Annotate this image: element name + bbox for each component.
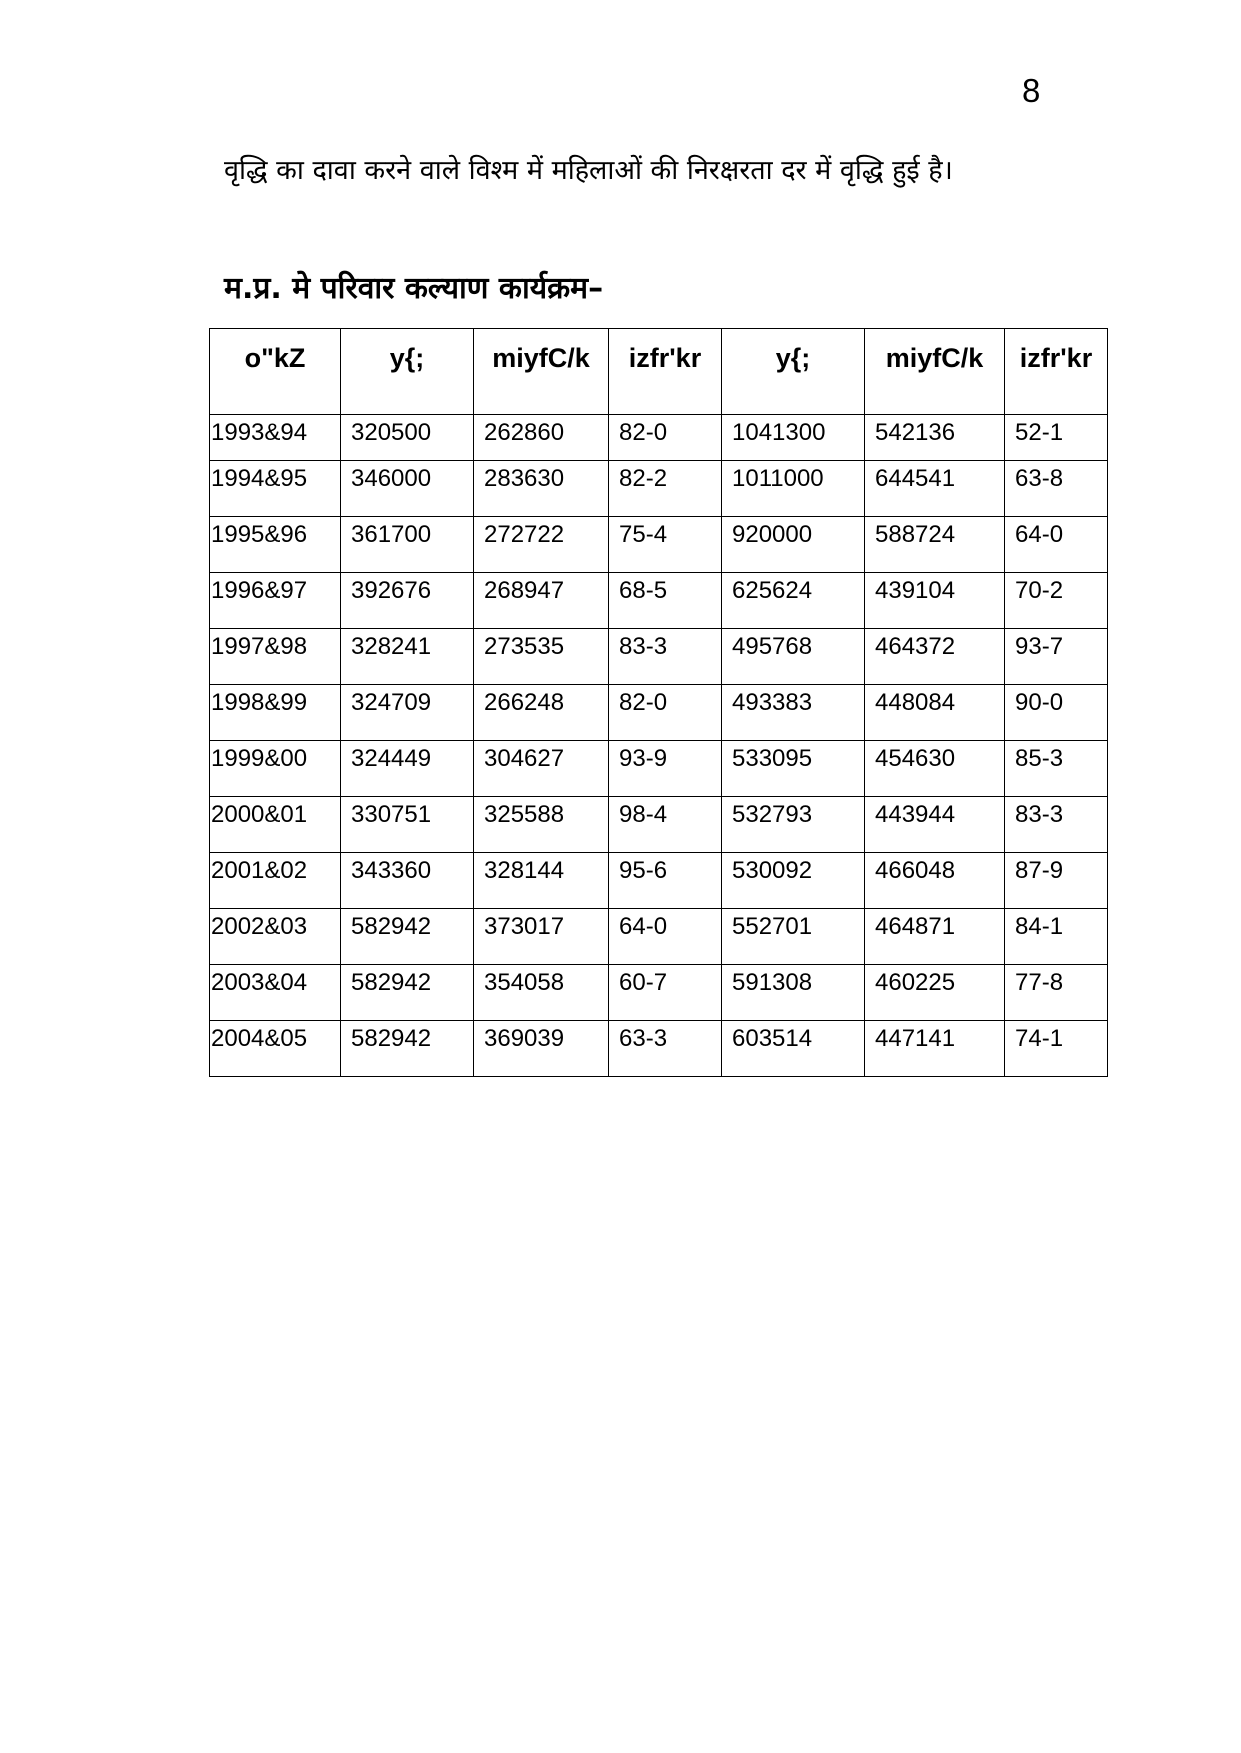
- cell-target-2: 591308: [722, 965, 865, 1021]
- section-heading: म.प्र. मे परिवार कल्याण कार्यक्रम–: [224, 271, 604, 306]
- cell-percent-2: 74-1: [1005, 1021, 1108, 1077]
- cell-target-1: 392676: [341, 573, 474, 629]
- table-header-row: [210, 329, 1108, 415]
- family-welfare-table: [209, 328, 1108, 1077]
- header-percent-2: izfr'kr: [1005, 329, 1108, 415]
- table-row: [210, 797, 1108, 853]
- cell-target-1: 324449: [341, 741, 474, 797]
- table-row: [210, 1021, 1108, 1077]
- cell-target-2: 603514: [722, 1021, 865, 1077]
- header-percent-1: izfr'kr: [609, 329, 722, 415]
- cell-target-1: 346000: [341, 461, 474, 517]
- cell-year: 1997&98: [210, 629, 341, 685]
- cell-target-2: 920000: [722, 517, 865, 573]
- cell-year: 1999&00: [210, 741, 341, 797]
- body-paragraph: वृद्धि का दावा करने वाले विश्म में महिलाओं की निरक्षरता दर में वृद्धि हुई है।: [224, 155, 953, 186]
- cell-percent-2: 84-1: [1005, 909, 1108, 965]
- cell-target-1: 330751: [341, 797, 474, 853]
- cell-year: 2001&02: [210, 853, 341, 909]
- table-row: [210, 573, 1108, 629]
- cell-achievement-2: 460225: [865, 965, 1005, 1021]
- table-row: [210, 741, 1108, 797]
- cell-achievement-1: 373017: [474, 909, 609, 965]
- cell-year: 2000&01: [210, 797, 341, 853]
- cell-target-2: 495768: [722, 629, 865, 685]
- cell-percent-1: 75-4: [609, 517, 722, 573]
- cell-achievement-2: 466048: [865, 853, 1005, 909]
- cell-achievement-1: 272722: [474, 517, 609, 573]
- cell-achievement-2: 588724: [865, 517, 1005, 573]
- cell-target-1: 320500: [341, 415, 474, 461]
- table-row: [210, 415, 1108, 461]
- cell-achievement-1: 328144: [474, 853, 609, 909]
- header-achievement-1: miyfC/k: [474, 329, 609, 415]
- cell-year: 1994&95: [210, 461, 341, 517]
- cell-achievement-1: 304627: [474, 741, 609, 797]
- cell-target-2: 532793: [722, 797, 865, 853]
- cell-achievement-1: 283630: [474, 461, 609, 517]
- cell-year: 2002&03: [210, 909, 341, 965]
- cell-percent-1: 63-3: [609, 1021, 722, 1077]
- table-row: [210, 517, 1108, 573]
- cell-achievement-1: 325588: [474, 797, 609, 853]
- cell-achievement-2: 447141: [865, 1021, 1005, 1077]
- cell-percent-2: 85-3: [1005, 741, 1108, 797]
- cell-achievement-1: 354058: [474, 965, 609, 1021]
- cell-achievement-2: 464372: [865, 629, 1005, 685]
- cell-year: 2004&05: [210, 1021, 341, 1077]
- cell-percent-1: 68-5: [609, 573, 722, 629]
- table-row: [210, 461, 1108, 517]
- cell-percent-1: 98-4: [609, 797, 722, 853]
- table-row: [210, 909, 1108, 965]
- cell-year: 1998&99: [210, 685, 341, 741]
- cell-achievement-2: 448084: [865, 685, 1005, 741]
- cell-percent-2: 52-1: [1005, 415, 1108, 461]
- cell-target-1: 582942: [341, 965, 474, 1021]
- cell-achievement-2: 443944: [865, 797, 1005, 853]
- cell-target-1: 361700: [341, 517, 474, 573]
- cell-achievement-2: 542136: [865, 415, 1005, 461]
- cell-achievement-1: 266248: [474, 685, 609, 741]
- cell-achievement-2: 644541: [865, 461, 1005, 517]
- cell-achievement-1: 369039: [474, 1021, 609, 1077]
- cell-target-2: 625624: [722, 573, 865, 629]
- table-row: [210, 629, 1108, 685]
- cell-percent-1: 82-0: [609, 685, 722, 741]
- cell-percent-2: 70-2: [1005, 573, 1108, 629]
- cell-target-1: 582942: [341, 909, 474, 965]
- cell-percent-1: 64-0: [609, 909, 722, 965]
- cell-target-2: 1011000: [722, 461, 865, 517]
- cell-percent-1: 83-3: [609, 629, 722, 685]
- cell-target-1: 582942: [341, 1021, 474, 1077]
- cell-target-2: 493383: [722, 685, 865, 741]
- table-row: [210, 853, 1108, 909]
- cell-year: 2003&04: [210, 965, 341, 1021]
- table-row: [210, 685, 1108, 741]
- cell-percent-2: 87-9: [1005, 853, 1108, 909]
- header-target-2: y{;: [722, 329, 865, 415]
- table-row: [210, 965, 1108, 1021]
- page-number: 8: [1022, 72, 1041, 109]
- cell-target-2: 533095: [722, 741, 865, 797]
- cell-achievement-2: 454630: [865, 741, 1005, 797]
- cell-target-1: 328241: [341, 629, 474, 685]
- cell-year: 1995&96: [210, 517, 341, 573]
- cell-percent-1: 82-2: [609, 461, 722, 517]
- header-target-1: y{;: [341, 329, 474, 415]
- cell-percent-1: 60-7: [609, 965, 722, 1021]
- cell-percent-2: 63-8: [1005, 461, 1108, 517]
- cell-percent-2: 90-0: [1005, 685, 1108, 741]
- cell-year: 1993&94: [210, 415, 341, 461]
- cell-percent-1: 93-9: [609, 741, 722, 797]
- cell-achievement-1: 268947: [474, 573, 609, 629]
- cell-percent-1: 82-0: [609, 415, 722, 461]
- cell-target-2: 552701: [722, 909, 865, 965]
- cell-percent-1: 95-6: [609, 853, 722, 909]
- cell-percent-2: 77-8: [1005, 965, 1108, 1021]
- cell-percent-2: 64-0: [1005, 517, 1108, 573]
- cell-achievement-2: 464871: [865, 909, 1005, 965]
- cell-year: 1996&97: [210, 573, 341, 629]
- header-year: o"kZ: [210, 329, 341, 415]
- cell-target-1: 343360: [341, 853, 474, 909]
- header-achievement-2: miyfC/k: [865, 329, 1005, 415]
- cell-achievement-1: 273535: [474, 629, 609, 685]
- cell-percent-2: 93-7: [1005, 629, 1108, 685]
- cell-target-2: 1041300: [722, 415, 865, 461]
- cell-achievement-2: 439104: [865, 573, 1005, 629]
- cell-achievement-1: 262860: [474, 415, 609, 461]
- cell-target-1: 324709: [341, 685, 474, 741]
- cell-target-2: 530092: [722, 853, 865, 909]
- cell-percent-2: 83-3: [1005, 797, 1108, 853]
